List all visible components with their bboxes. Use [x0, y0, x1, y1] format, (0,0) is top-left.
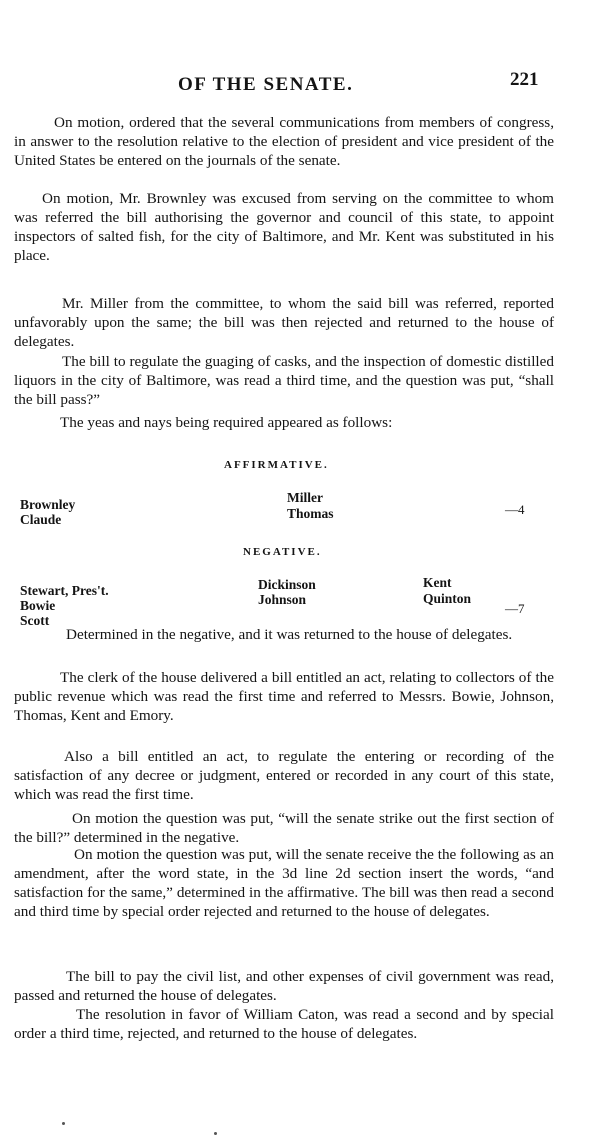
vote-name: Bowie: [20, 598, 56, 613]
paragraph: The yeas and nays being required appeared as follows:: [60, 414, 393, 431]
page-title: OF THE SENATE.: [178, 74, 354, 95]
paragraph: Also a bill entitled an act, to regulate the entering or recording of the satisfaction of any decree or judgment, entered or recorded in any court of this state, which was read the first time.: [14, 748, 554, 803]
paragraph: The bill to pay the civil list, and other expenses of civil government was read, passed and returned the house of delegates.: [14, 968, 554, 1004]
negative-label: NEGATIVE.: [243, 546, 322, 558]
paragraph: On motion the question was put, “will the senate strike out the first section of the bill?” determined in the negative.: [14, 810, 554, 846]
vote-name: Thomas: [287, 506, 334, 521]
paragraph: The bill to regulate the guaging of casks, and the inspection of domestic distilled liquors in the city of Baltimore, was read a third time, and the question was put, “shall the bill pass?”: [14, 353, 554, 408]
ink-speck: [214, 1132, 217, 1135]
vote-name: Scott: [20, 613, 50, 628]
affirmative-tally: —4: [505, 502, 525, 517]
paragraph: Determined in the negative, and it was returned to the house of delegates.: [66, 626, 513, 643]
paragraph: On motion, Mr. Brownley was excused from serving on the committee to whom was referred the bill authorising the governor and council of this state, to appoint inspectors of salted fish, for the city of Baltimore, and Mr. Kent was substituted in his place.: [14, 190, 554, 264]
vote-name: Miller: [287, 490, 323, 505]
page-number: 221: [510, 69, 539, 90]
paragraph: The resolution in favor of William Caton, was read a second and by special order a third time, rejected, and returned to the house of delegates.: [14, 1006, 554, 1042]
vote-name: Dickinson: [258, 577, 316, 592]
vote-name: Brownley: [20, 497, 76, 512]
vote-name: Stewart, Pres't.: [20, 583, 109, 598]
paragraph: The clerk of the house delivered a bill entitled an act, relating to collectors of the public revenue which was read the first time and referred to Messrs. Bowie, Johnson, Thomas, Kent and Emory.: [14, 669, 554, 724]
vote-name: Claude: [20, 512, 62, 527]
ink-speck: [62, 1122, 65, 1125]
affirmative-label: AFFIRMATIVE.: [224, 459, 329, 471]
vote-name: Kent: [423, 575, 452, 590]
vote-name: Johnson: [258, 592, 307, 607]
negative-tally: —7: [505, 601, 525, 616]
paragraph: Mr. Miller from the committee, to whom the said bill was referred, reported unfavorably upon the same; the bill was then rejected and returned to the house of delegates.: [14, 295, 554, 350]
paragraph: On motion, ordered that the several communications from members of congress, in answer to the resolution relative to the election of president and vice president of the United States be entered on the journals of the senate.: [14, 114, 554, 169]
paragraph: On motion the question was put, will the senate receive the the following as an amendment, after the word state, in the 3d line 2d section insert the words, “and satisfaction for the same,” determined in the affirmative. The bill was then read a second and third time by special order rejected and returned to the house of delegates.: [14, 846, 554, 920]
vote-name: Quinton: [423, 591, 472, 606]
